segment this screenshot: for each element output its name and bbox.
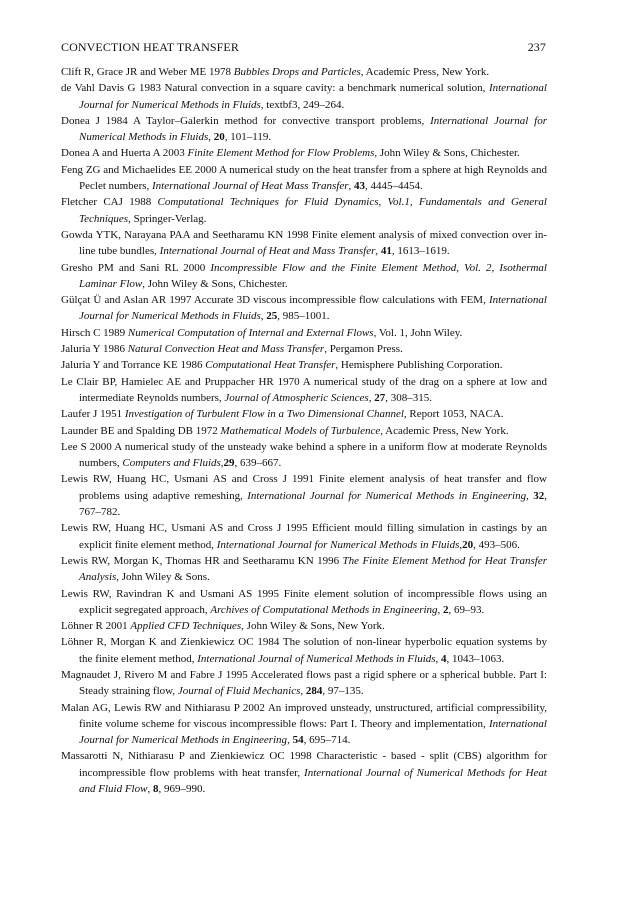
running-header [61,40,546,55]
reference-volume: 54 [292,734,304,747]
reference-entry [61,113,547,146]
reference-entry [61,471,547,520]
reference-text: , [437,603,444,616]
reference-text: Lee S 2000 A numerical study of the unsteady wake behind a sphere in a uniform flow at moderate Reynolds numbers, [61,440,547,470]
reference-entry [61,162,547,195]
reference-entry [61,194,547,227]
reference-entry [61,748,547,797]
reference-text: , [375,245,381,258]
reference-text: Fletcher CAJ 1988 [61,196,158,209]
reference-volume: 8 [152,783,159,796]
reference-text: , 101–119. [224,131,272,144]
reference-entry [61,423,547,439]
reference-text: Feng ZG and Michaelides EE 2000 A numerical study on the heat transfer from a sphere at high Reynolds and Peclet numbers, [61,163,547,193]
reference-text: , 767–782. [79,489,547,519]
reference-text: , [220,457,224,470]
reference-title-italic: International Journal for Numerical Methods in Engineering [79,717,547,747]
reference-text: , John Wiley & Sons, Chichester. [142,277,288,290]
reference-text: , [368,391,375,404]
reference-text: , [208,131,214,144]
reference-text: Lewis RW, Huang HC, Usmani AS and Cross J 1995 Efficient mould filling simulation in castings by an explicit finite element method, [61,522,547,551]
reference-text: Gowda YTK, Narayana PAA and Seetharamu KN 1998 Finite element analysis of mixed convection over in-line tube bundles, [61,228,547,258]
reference-entry [61,406,547,422]
reference-text: Jaluria Y 1986 [61,343,128,356]
reference-title-italic: Applied CFD Techniques [130,620,242,633]
reference-title-italic: Computational Techniques for Fluid Dynamics, Vol.1, Fundamentals and General Techniques [79,196,547,225]
reference-text: Massarotti N, Nithiarasu P and Zienkiewicz OC 1998 Characteristic - based - split (CBS) algorithm for incompressible flow problems with heat transfer, [61,750,547,779]
reference-title-italic: International Journal of Numerical Methods in Fluids [197,652,436,665]
reference-title-italic: Natural Convection Heat and Mass Transfer [127,343,325,356]
reference-text: , 639–667. [234,457,282,470]
reference-entry [61,439,547,472]
reference-title-italic: Bubbles Drops and Particles [233,66,361,78]
reference-text: Malan AG, Lewis RW and Nithiarasu P 2002 An improved unsteady, unstructured, artificial compressibility, finite volume scheme for viscous incompressible flows: Part I. Theory and implementation, [61,701,547,730]
reference-text: Le Clair BP, Hamielec AE and Pruppacher HR 1970 A numerical study of the drag on a sphere at low and intermediate Reynolds numbers, [61,375,547,404]
reference-title-italic: The Finite Element Method for Heat Transfer Analysis [79,554,547,584]
reference-text: Gresho PM and Sani RL 2000 [61,261,211,274]
reference-title-italic: International Journal for Numerical Methods in Fluids [79,294,547,323]
reference-text: Lewis RW, Ravindran K and Usmani AS 1995 Finite element solution of incompressible flows using an explicit segregated approach, [61,587,547,616]
reference-text: , 4445–4454. [365,180,423,193]
reference-text: , 1043–1063. [446,652,505,665]
reference-entry [61,553,547,586]
reference-title-italic: International Journal for Numerical Methods in Fluids [216,538,460,551]
reference-text: Clift R, Grace JR and Weber ME 1978 [61,66,234,78]
reference-text: Lewis RW, Huang HC, Usmani AS and Cross J 1991 Finite element analysis of heat transfer and flow problems using adaptive remeshing, [61,473,547,502]
reference-entry [61,341,547,357]
reference-list [61,64,547,797]
reference-volume: 20 [462,538,474,551]
reference-text: Löhner R 2001 [61,620,131,633]
reference-text: Donea A and Huerta A 2003 [61,147,188,160]
reference-volume: 41 [380,245,392,258]
reference-title-italic: Numerical Computation of Internal and External Flows [127,326,374,339]
reference-text: , Report 1053, NACA. [403,408,504,421]
reference-title-italic: International Journal for Numerical Methods in Fluids [79,82,547,111]
reference-entry [61,292,547,325]
reference-title-italic: Investigation of Turbulent Flow in a Two Dimensional Channel [124,408,404,421]
reference-text: , Academic Press, New York. [380,424,509,437]
running-title: CONVECTION HEAT TRANSFER [61,40,239,54]
reference-entry [61,357,547,373]
reference-text: , John Wiley & Sons, New York. [241,620,385,633]
reference-title-italic: Archives of Computational Methods in Engineering [210,603,438,616]
reference-text: , 308–315. [385,391,432,404]
reference-text: , 1613–1619. [391,245,450,258]
reference-entry [61,374,547,407]
reference-entry [61,634,547,667]
reference-text: , Hemisphere Publishing Corporation. [335,359,503,372]
reference-text: , 969–990. [158,783,206,796]
reference-title-italic: International Journal for Numerical Methods in Fluids [79,114,547,144]
reference-text: , Springer-Verlag. [128,212,207,225]
reference-entry [61,667,547,700]
reference-volume: 284 [305,685,323,698]
reference-volume: 25 [266,310,278,323]
reference-volume: 43 [354,180,365,193]
reference-volume: 4 [441,652,447,665]
reference-entry [61,700,547,749]
reference-entry [61,145,547,161]
reference-text: , Pergamon Press. [324,343,403,356]
reference-text: de Vahl Davis G 1983 Natural convection in a square cavity: a benchmark numerical solution, [61,82,489,95]
reference-title-italic: International Journal of Numerical Methods for Heat and Fluid Flow [79,766,547,796]
reference-entry [61,618,547,634]
reference-text: Gülçat Ü and Aslan AR 1997 Accurate 3D viscous incompressible flow calculations with FEM, [61,294,489,307]
page-number: 237 [527,40,546,54]
reference-text: , Vol. 1, John Wiley. [373,326,463,339]
reference-text: , John Wiley & Sons. [116,571,210,584]
reference-text: Jaluria Y and Torrance KE 1986 [61,359,206,372]
reference-title-italic: International Journal of Heat and Mass Transfer [159,245,376,258]
reference-text: Löhner R, Morgan K and Zienkiewicz OC 1984 The solution of non-linear hyperbolic equation systems by the finite element method, [61,636,547,665]
reference-text: , 695–714. [303,734,351,747]
reference-text: Launder BE and Spalding DB 1972 [61,424,221,437]
reference-volume: 2 [443,603,449,616]
reference-text: Hirsch C 1989 [61,326,128,339]
reference-text: , [459,538,463,551]
reference-text: , [300,685,306,698]
reference-title-italic: Journal of Atmospheric Sciences [224,391,369,404]
reference-title-italic: Incompressible Flow and the Finite Element Method, Vol. 2, Isothermal Laminar Flow [79,261,547,290]
reference-volume: 29 [223,457,235,470]
reference-text: , [260,310,267,323]
reference-text: , 493–506. [473,538,520,551]
reference-entry [61,325,547,341]
reference-title-italic: Journal of Fluid Mechanics [177,685,301,698]
reference-title-italic: Computational Heat Transfer [205,359,336,372]
reference-text: Lewis RW, Morgan K, Thomas HR and Seetharamu KN 1996 [61,554,343,567]
reference-text: , Academic Press, New York. [360,66,490,78]
reference-text: , 97–135. [322,685,364,698]
reference-entry [61,80,547,113]
reference-title-italic: Mathematical Models of Turbulence [220,424,381,437]
reference-text: , John Wiley & Sons, Chichester. [374,147,520,160]
reference-text: , textbf3, 249–264. [260,98,345,111]
reference-title-italic: International Journal for Numerical Methods in Engineering [247,489,527,502]
reference-entry [61,227,547,260]
reference-volume: 27 [374,391,386,404]
reference-volume: 32 [533,489,545,502]
reference-text: Magnaudet J, Rivero M and Fabre J 1995 Accelerated flows past a rigid sphere or a spherical bubble. Part I: Steady straining flow, [61,668,547,698]
reference-text: , [348,180,354,193]
reference-text: , 985–1001. [277,310,330,323]
reference-text: , [287,734,293,747]
reference-title-italic: International Journal of Heat Mass Transfer [152,180,349,193]
reference-volume: 20 [213,131,225,144]
reference-entry [61,260,547,293]
reference-entry [61,520,547,553]
reference-title-italic: Finite Element Method for Flow Problems [187,147,375,160]
reference-entry [61,586,547,619]
reference-text: Donea J 1984 A Taylor–Galerkin method for convective transport problems, [61,114,431,127]
reference-text: Laufer J 1951 [61,408,125,421]
reference-text: , [526,489,534,502]
reference-title-italic: Computers and Fluids [122,457,221,470]
reference-entry [61,64,547,80]
reference-text: , [435,652,442,665]
reference-text: , [147,783,153,796]
reference-text: , 69–93. [448,603,485,616]
